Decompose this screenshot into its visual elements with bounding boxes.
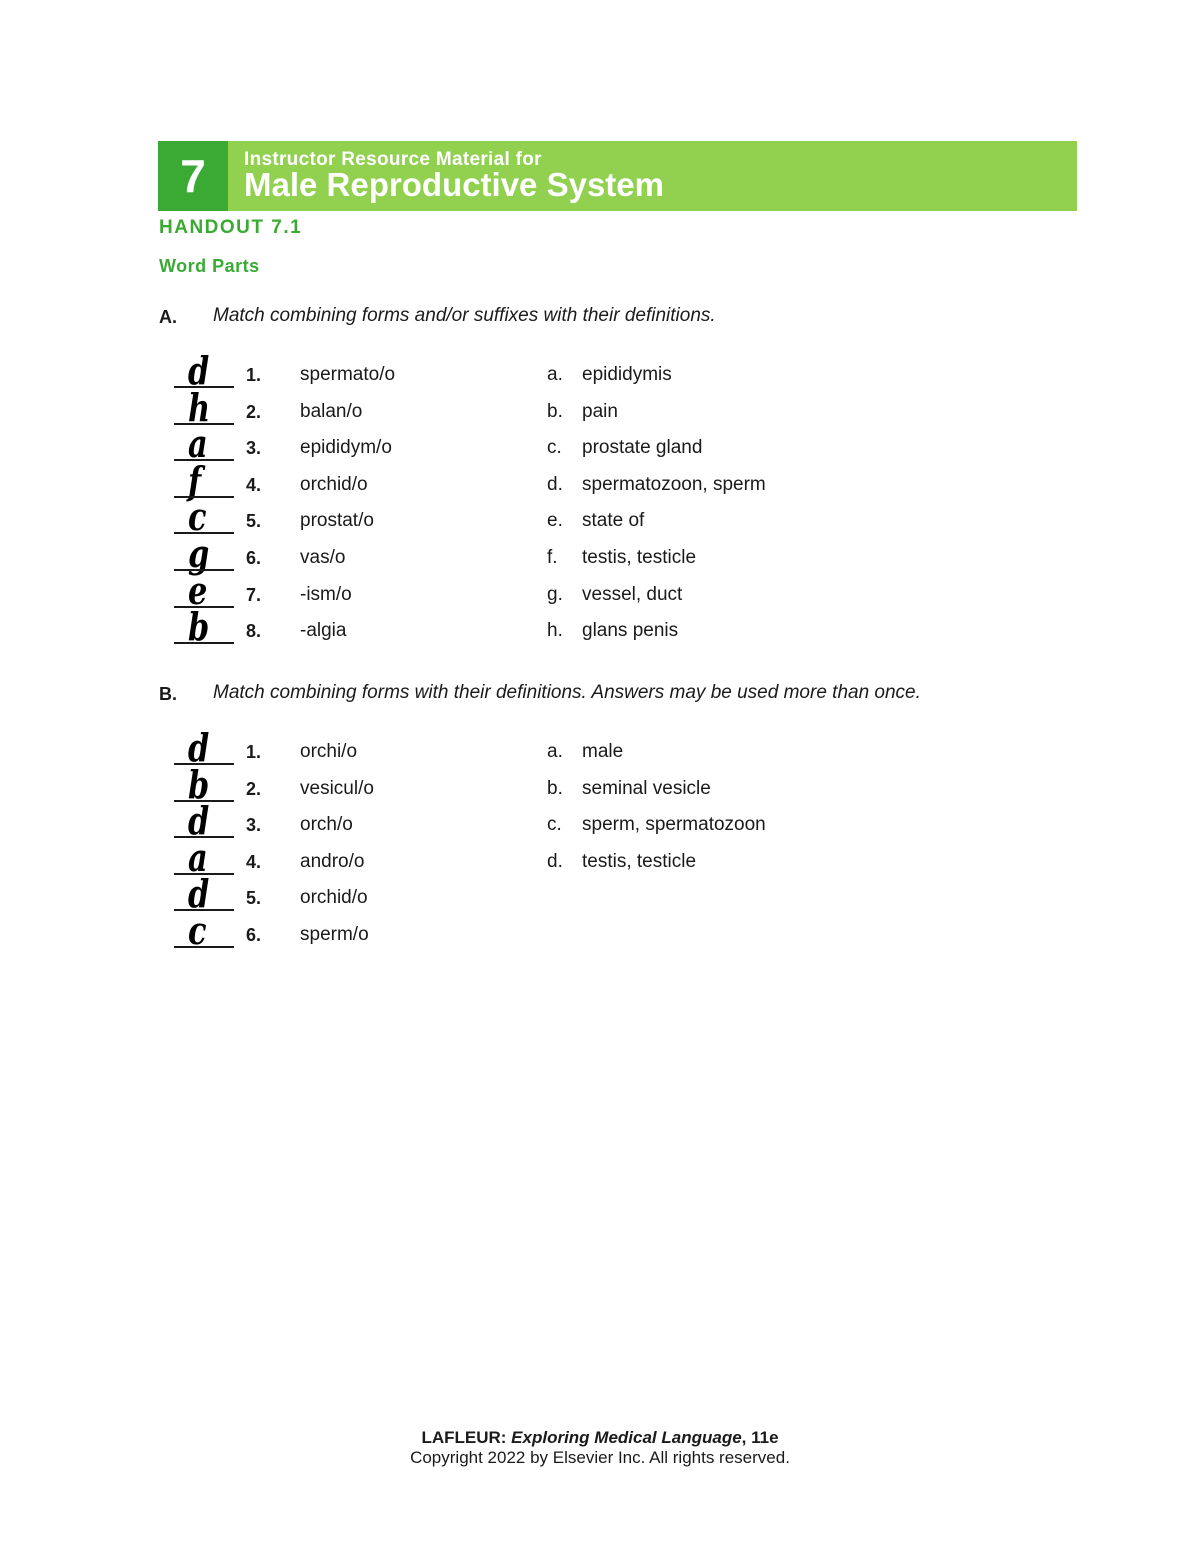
handwritten-answer: e bbox=[188, 567, 208, 613]
definition-letter: e. bbox=[547, 510, 563, 532]
item-number: 5. bbox=[246, 511, 262, 532]
list-item bbox=[0, 567, 1200, 613]
definition: sperm, spermatozoon bbox=[582, 814, 766, 836]
definition-letter: c. bbox=[547, 814, 562, 836]
list-item bbox=[0, 531, 1200, 576]
item-number: 6. bbox=[246, 925, 262, 945]
term: orchid/o bbox=[300, 887, 368, 909]
definition-letter: a. bbox=[547, 364, 563, 385]
handwritten-answer: a bbox=[188, 421, 208, 467]
definition-letter: f. bbox=[547, 547, 558, 568]
list-item bbox=[0, 604, 1200, 650]
definition-letter: h. bbox=[547, 620, 563, 642]
term: prostat/o bbox=[300, 510, 374, 532]
item-number: 1. bbox=[246, 365, 262, 385]
definition-letter: b. bbox=[547, 777, 563, 799]
item-number: 6. bbox=[246, 548, 262, 568]
handwritten-answer: f bbox=[188, 457, 202, 503]
chapter-number: 7 bbox=[158, 141, 228, 211]
list-item bbox=[0, 725, 1200, 770]
definition: glans penis bbox=[582, 620, 679, 642]
list-item bbox=[0, 494, 1200, 540]
answer-blank[interactable] bbox=[174, 421, 234, 467]
term: orchid/o bbox=[300, 473, 368, 495]
definition-letter: d. bbox=[547, 473, 563, 495]
chapter-banner bbox=[158, 141, 1077, 211]
list-item bbox=[0, 908, 1200, 953]
definition: prostate gland bbox=[582, 437, 703, 459]
handwritten-answer: b bbox=[188, 761, 210, 807]
term: -algia bbox=[300, 620, 347, 642]
item-number: 2. bbox=[246, 778, 262, 799]
handwritten-answer: d bbox=[188, 725, 210, 770]
answer-blank[interactable] bbox=[174, 604, 234, 650]
list-item bbox=[0, 798, 1200, 844]
handwritten-answer: g bbox=[188, 531, 210, 576]
item-number: 2. bbox=[246, 401, 262, 422]
footer-copyright: Copyright 2022 by Elsevier Inc. All rights reserved. bbox=[410, 1448, 790, 1467]
footer-book-title: Exploring Medical Language bbox=[511, 1428, 742, 1447]
answer-blank[interactable] bbox=[174, 908, 234, 953]
item-number: 5. bbox=[246, 888, 262, 909]
term: orchi/o bbox=[300, 741, 358, 762]
list-item bbox=[0, 457, 1200, 503]
list-item bbox=[0, 421, 1200, 467]
blank-underline bbox=[174, 642, 234, 644]
footer-author: LAFLEUR: bbox=[421, 1428, 507, 1447]
definition: vessel, duct bbox=[582, 583, 683, 605]
blank-underline bbox=[174, 946, 234, 948]
item-number: 7. bbox=[246, 584, 262, 605]
definition: testis, testicle bbox=[582, 850, 697, 872]
term: vesicul/o bbox=[300, 777, 374, 799]
handwritten-answer: h bbox=[188, 384, 211, 430]
definition: seminal vesicle bbox=[582, 777, 711, 799]
section-b-instructions: Match combining forms with their definitions. Answers may be used more than once. bbox=[213, 682, 921, 703]
list-item bbox=[0, 384, 1200, 430]
item-number: 8. bbox=[246, 621, 262, 642]
banner-title: Male Reproductive System bbox=[244, 166, 664, 203]
term: spermato/o bbox=[300, 364, 396, 385]
definition-letter: b. bbox=[547, 400, 563, 422]
definition: epididymis bbox=[582, 364, 672, 385]
term: epididym/o bbox=[300, 437, 392, 459]
definition: testis, testicle bbox=[582, 547, 697, 568]
definition: spermatozoon, sperm bbox=[582, 473, 766, 495]
list-item bbox=[0, 348, 1200, 393]
section-a-letter: A. bbox=[159, 307, 177, 327]
blank-underline bbox=[174, 459, 234, 461]
term: sperm/o bbox=[300, 924, 369, 945]
banner-subtitle: Instructor Resource Material for bbox=[244, 149, 542, 170]
term: vas/o bbox=[300, 547, 346, 568]
term: andro/o bbox=[300, 850, 365, 872]
handout-label: HANDOUT 7.1 bbox=[159, 217, 303, 238]
handwritten-answer: c bbox=[188, 908, 207, 953]
definition-letter: g. bbox=[547, 583, 563, 605]
item-number: 3. bbox=[246, 438, 262, 459]
item-number: 4. bbox=[246, 851, 262, 872]
handwritten-answer: d bbox=[188, 798, 210, 844]
term: -ism/o bbox=[300, 583, 352, 605]
term: orch/o bbox=[300, 814, 353, 836]
definition-letter: c. bbox=[547, 437, 562, 459]
footer-citation bbox=[0, 1428, 1200, 1448]
list-item bbox=[0, 871, 1200, 917]
list-item bbox=[0, 834, 1200, 880]
list-item bbox=[0, 761, 1200, 807]
definition-letter: d. bbox=[547, 850, 563, 872]
footer-edition: , 11e bbox=[741, 1428, 779, 1447]
handwritten-answer: d bbox=[188, 871, 210, 917]
handwritten-answer: c bbox=[188, 494, 207, 540]
definition-letter: a. bbox=[547, 741, 563, 762]
section-b-letter: B. bbox=[159, 684, 177, 704]
item-number: 1. bbox=[246, 742, 262, 762]
handwritten-answer: a bbox=[188, 834, 208, 880]
item-number: 4. bbox=[246, 474, 262, 495]
item-number: 3. bbox=[246, 815, 262, 836]
handwritten-answer: d bbox=[188, 348, 210, 393]
definition: state of bbox=[582, 510, 645, 532]
definition: male bbox=[582, 741, 624, 762]
handwritten-answer: b bbox=[188, 604, 210, 650]
section-heading: Word Parts bbox=[159, 256, 260, 276]
section-a-instructions: Match combining forms and/or suffixes with their definitions. bbox=[213, 305, 716, 326]
definition: pain bbox=[582, 400, 618, 422]
term: balan/o bbox=[300, 400, 363, 422]
